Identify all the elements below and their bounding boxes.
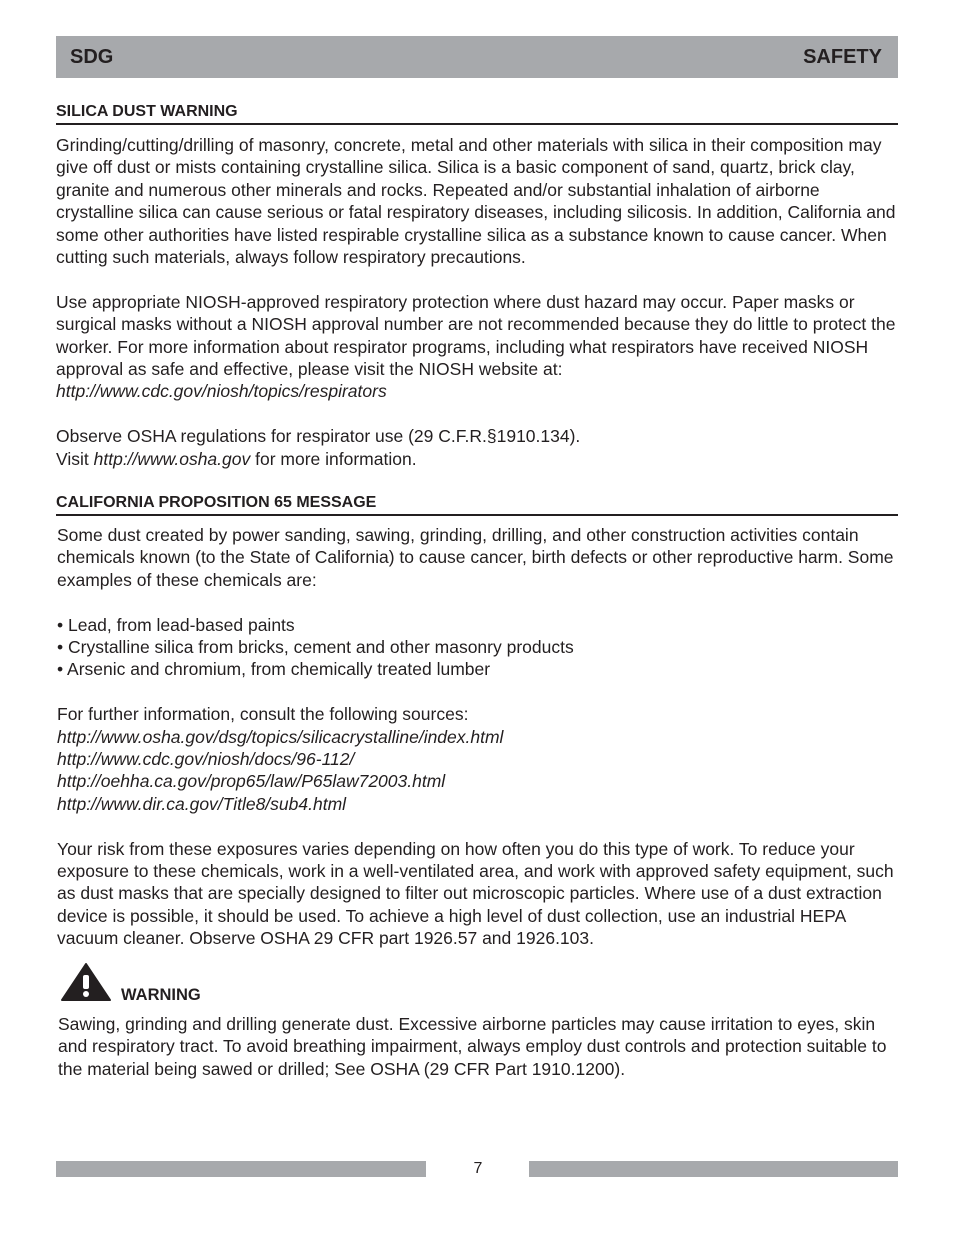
- silica-section-body: [56, 134, 901, 470]
- header-section: SAFETY: [803, 46, 882, 68]
- chemical-list: [57, 614, 897, 681]
- niosh-text: Use appropriate NIOSH-approved respiratory protection where dust hazard may occur. Paper masks or surgical masks without a NIOSH approval number are not recommended because they do little to protect the worker. For more information about respirator programs, including what respirators have received NIOSH approval as safe and effective, please visit the NIOSH website at:: [56, 291, 896, 380]
- visit-text: Visit: [56, 448, 89, 469]
- source-link-dir[interactable]: http://www.dir.ca.gov/Title8/sub4.html: [57, 793, 347, 814]
- footer-bar-left: [56, 1161, 426, 1177]
- warning-label: WARNING: [121, 986, 201, 1004]
- osha-regulation-text: Observe OSHA regulations for respirator use (29 C.F.R.§1910.134).: [56, 426, 581, 447]
- silica-section-title: SILICA DUST WARNING: [56, 103, 898, 125]
- more-info-text: for more information.: [255, 448, 417, 469]
- prop65-section-title: CALIFORNIA PROPOSITION 65 MESSAGE: [56, 494, 898, 516]
- warning-triangle-icon: [60, 962, 112, 1002]
- source-link-oehha[interactable]: http://oehha.ca.gov/prop65/law/P65law72003.html: [57, 771, 446, 792]
- silica-paragraph-3: [56, 425, 901, 470]
- sources-intro: For further information, consult the following sources:: [57, 704, 469, 725]
- header-brand: SDG: [70, 46, 114, 68]
- chemical-item-arsenic: • Arsenic and chromium, from chemically treated lumber: [57, 659, 491, 680]
- footer-bar-right: [529, 1161, 898, 1177]
- page-number: 7: [473, 1160, 483, 1177]
- source-link-cdc[interactable]: http://www.cdc.gov/niosh/docs/96-112/: [57, 749, 355, 770]
- source-link-osha[interactable]: http://www.osha.gov/dsg/topics/silicacrystalline/index.html: [57, 726, 504, 747]
- prop65-intro: Some dust created by power sanding, sawing, grinding, drilling, and other construction activities contain chemicals known (to the State of California) to cause cancer, birth defects or other reproductive harm. Some examples of these chemicals are:: [57, 525, 894, 590]
- page-header: [56, 36, 898, 78]
- warning-text: Sawing, grinding and drilling generate dust. Excessive airborne particles may cause irritation to eyes, skin and respiratory tract. To avoid breathing impairment, always employ dust controls and protection suitable to the material being sawed or drilled; See OSHA (29 CFR Part 1910.1200).: [58, 1014, 887, 1079]
- chemical-item-lead: • Lead, from lead-based paints: [57, 614, 295, 635]
- niosh-link[interactable]: http://www.cdc.gov/niosh/topics/respirators: [56, 381, 387, 402]
- sources-list: [57, 703, 897, 815]
- prop65-section-body: [57, 524, 897, 950]
- osha-link[interactable]: http://www.osha.gov: [93, 448, 251, 469]
- risk-paragraph: Your risk from these exposures varies depending on how often you do this type of work. To reduce your exposure to these chemicals, work in a well-ventilated area, and work with approved safety equipment, such as dust masks that are specially designed to filter out microscopic particles. Where use of a dust extraction device is possible, it should be used. To achieve a high level of dust collection, use an industrial HEPA vacuum cleaner. Observe OSHA 29 CFR part 1926.57 and 1926.103.: [57, 838, 894, 949]
- silica-paragraph-1: Grinding/cutting/drilling of masonry, concrete, metal and other materials with silica in their composition may give off dust or mists containing crystalline silica. Silica is a basic component of sand, quartz, brick clay, granite and numerous other minerals and rocks. Repeated and/or substantial inhalation of airborne crystalline silica can cause serious or fatal respiratory diseases, including silicosis. In addition, California and some other authorities have listed respirable crystalline silica as a substance known to cause cancer. When cutting such materials, always follow respiratory precautions.: [56, 135, 896, 268]
- silica-paragraph-2: [56, 291, 901, 403]
- chemical-item-silica: • Crystalline silica from bricks, cement and other masonry products: [57, 637, 574, 658]
